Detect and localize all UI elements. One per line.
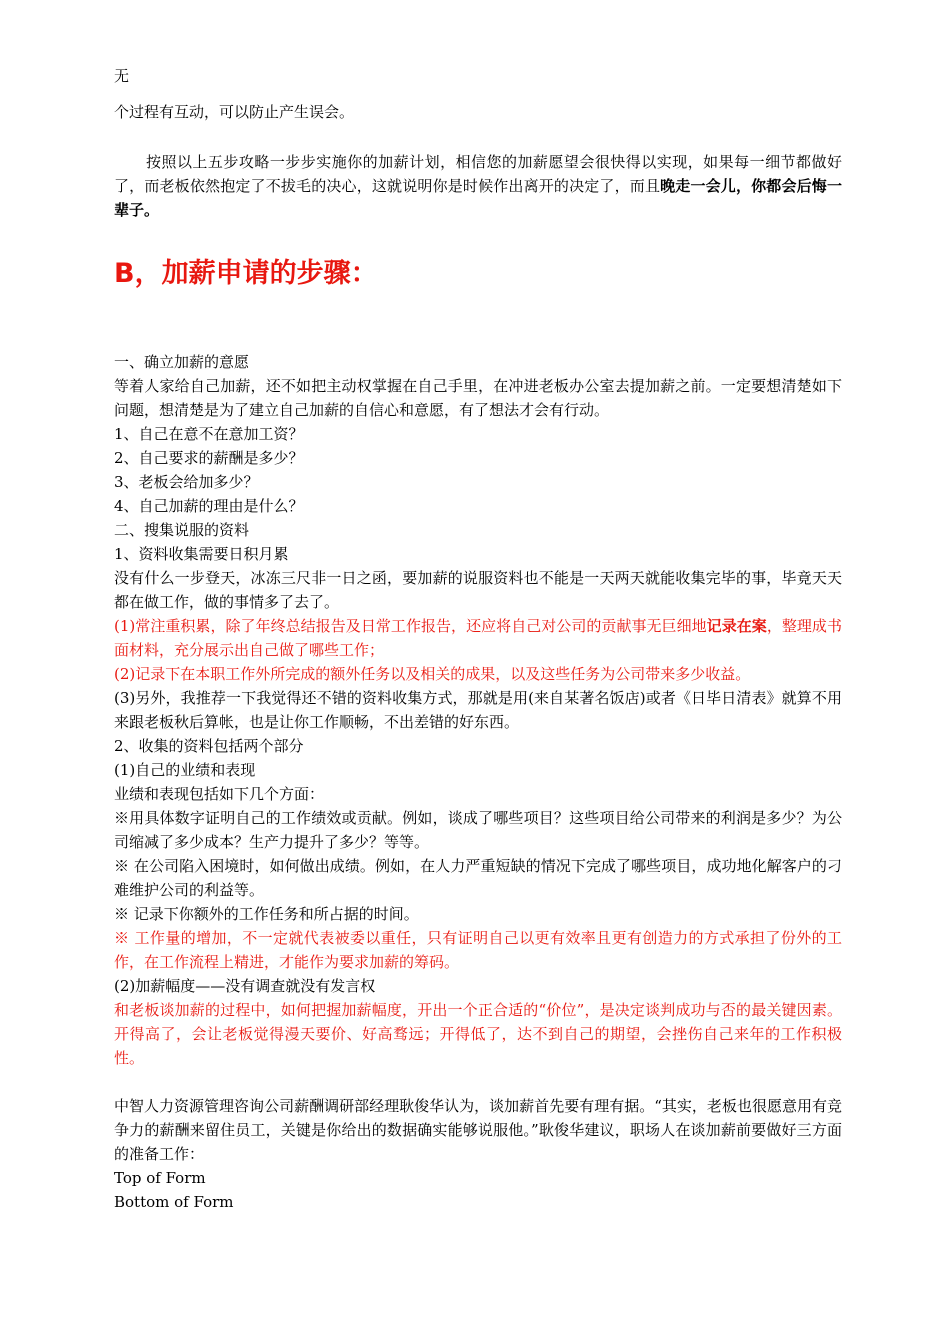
line-8: 1、资料收集需要日积月累 [114, 545, 289, 563]
red-paragraph-2: (2)记录下在本职工作外所完成的额外任务以及相关的成果，以及这些任务为公司带来多少收益。 [114, 665, 751, 683]
conclusion-paragraph [114, 150, 842, 222]
conclusion-text: 按照以上五步攻略一步步实施你的加薪计划，相信您的加薪愿望会很快得以实现，如果每一细节都做好了，而老板依然抱定了不拔毛的决心，这就说明你是时候作出离开的决定了，而且 [114, 153, 842, 195]
line-15: ※ 在公司陷入困境时，如何做出成绩。例如，在人力严重短缺的情况下完成了哪些项目，成功地化解客户的刁难维护公司的利益等。 [114, 857, 842, 899]
top-mark: 无 [114, 67, 130, 85]
red1-after: ，整理成书面材料，充分展示出自己做了哪些工作； [114, 617, 842, 659]
line-13: 业绩和表现包括如下几个方面： [114, 785, 325, 803]
form-top-label: Top of Form [114, 1169, 206, 1187]
red-paragraph-3: ※ 工作量的增加，不一定就代表被委以重任，只有证明自己以更有效率且更有创造力的方式承担了份外的工作，在工作流程上精进，才能作为要求加薪的筹码。 [114, 929, 842, 971]
line-10: (3)另外，我推荐一下我觉得还不错的资料收集方式，那就是用(来自某著名饭店)或者《日毕日清表》就算不用来跟老板秋后算帐，也是让你工作顺畅，不出差错的好东西。 [114, 689, 842, 731]
conclusion-bold: 晚走一会儿，你都会后悔一辈子。 [114, 177, 842, 219]
line-14: ※用具体数字证明自己的工作绩效或贡献。例如，谈成了哪些项目？这些项目给公司带来的利润是多少？为公司缩减了多少成本？生产力提升了多少？等等。 [114, 809, 842, 851]
line-2: 等着人家给自己加薪，还不如把主动权掌握在自己手里，在冲进老板办公室去提加薪之前。一定要想清楚如下问题，想清楚是为了建立自己加薪的自信心和意愿，有了想法才会有行动。 [114, 377, 842, 419]
red1-bold: 记录在案 [706, 617, 767, 635]
line-5: 3、老板会给加多少？ [114, 473, 259, 491]
body-block [114, 350, 842, 1214]
red-paragraph-4: 和老板谈加薪的过程中，如何把握加薪幅度，开出一个正合适的“价位”，是决定谈判成功与否的最关键因素。开得高了，会让老板觉得漫天要价、好高骛远；开得低了，达不到自己的期望，会挫伤自己来年的工作积极性。 [114, 1001, 842, 1067]
line-16: ※ 记录下你额外的工作任务和所占据的时间。 [114, 905, 419, 923]
line-4: 2、自己要求的薪酬是多少？ [114, 449, 304, 467]
line-1: 一、确立加薪的意愿 [114, 353, 250, 371]
line-7: 二、搜集说服的资料 [114, 521, 250, 539]
line-3: 1、自己在意不在意加工资？ [114, 425, 304, 443]
section-heading: B，加薪申请的步骤： [114, 258, 378, 289]
form-bottom-label: Bottom of Form [114, 1193, 234, 1211]
expert-paragraph: 中智人力资源管理咨询公司薪酬调研部经理耿俊华认为，谈加薪首先要有理有据。“其实，老板也很愿意用有竞争力的薪酬来留住员工，关键是你给出的数据确实能够说服他。”耿俊华建议，职场人在谈加薪前要做好三方面的准备工作： [114, 1097, 842, 1163]
intro-line: 个过程有互动，可以防止产生误会。 [114, 103, 355, 121]
spacer [114, 1070, 842, 1094]
line-12: (1)自己的业绩和表现 [114, 761, 256, 779]
line-17: (2)加薪幅度——没有调查就没有发言权 [114, 977, 376, 995]
line-6: 4、自己加薪的理由是什么？ [114, 497, 304, 515]
red-paragraph-1 [114, 614, 842, 662]
line-11: 2、收集的资料包括两个部分 [114, 737, 304, 755]
line-9: 没有什么一步登天，冰冻三尺非一日之函，要加薪的说服资料也不能是一天两天就能收集完毕的事，毕竟天天都在做工作，做的事情多了去了。 [114, 569, 842, 611]
red1-before: (1)常注重积累，除了年终总结报告及日常工作报告，还应将自己对公司的贡献事无巨细地 [114, 617, 707, 635]
